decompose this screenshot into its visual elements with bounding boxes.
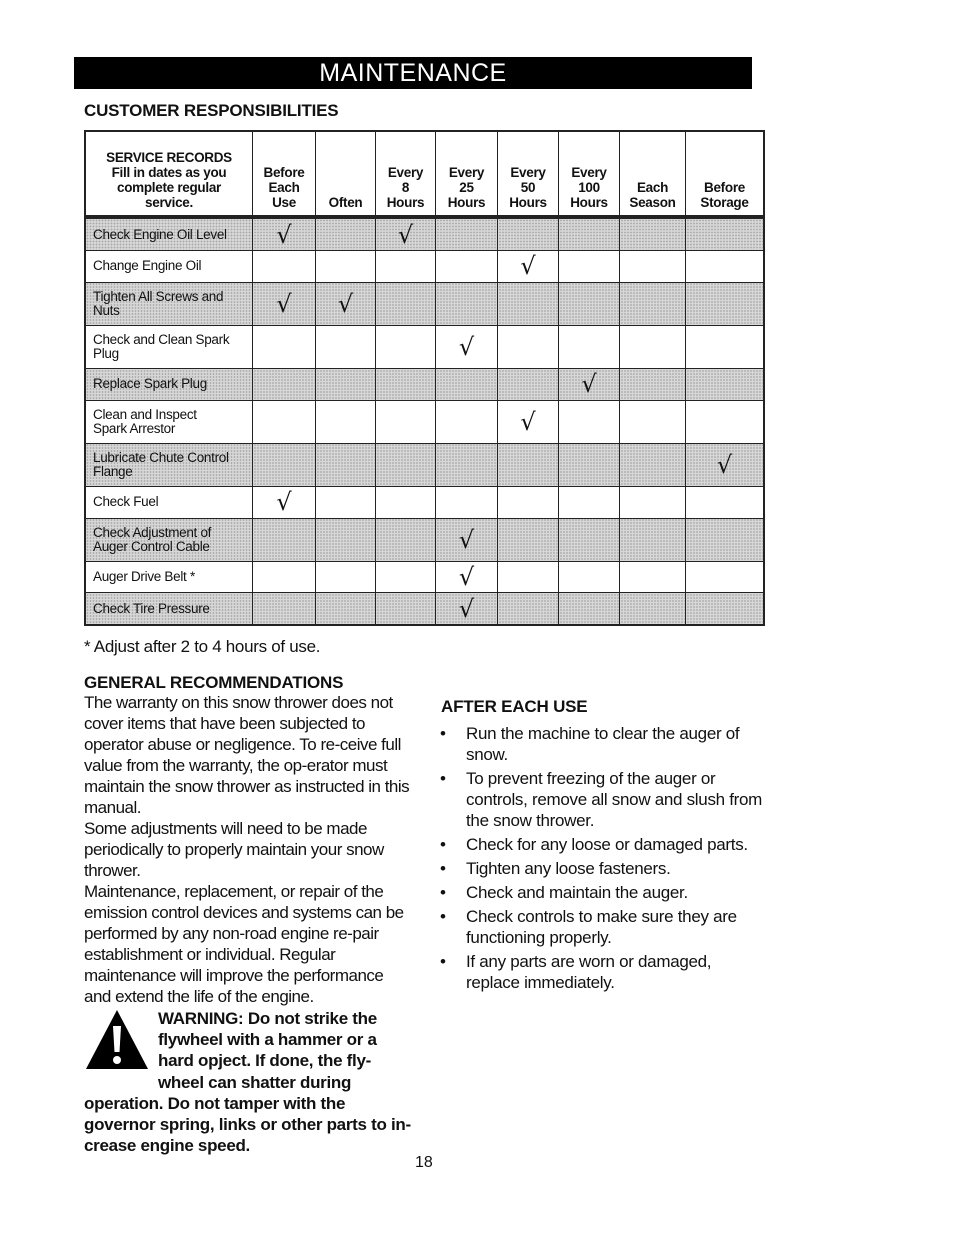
empty-cell bbox=[376, 282, 436, 325]
empty-cell bbox=[686, 518, 765, 561]
empty-cell bbox=[253, 400, 316, 443]
empty-cell bbox=[559, 251, 620, 282]
task-cell bbox=[85, 518, 253, 561]
column-header bbox=[376, 131, 436, 217]
table-row bbox=[85, 282, 764, 325]
empty-cell bbox=[436, 487, 498, 518]
empty-cell bbox=[498, 487, 559, 518]
empty-cell bbox=[498, 593, 559, 625]
service-records-title: SERVICE RECORDS bbox=[106, 150, 232, 165]
column-header-line: 100 bbox=[578, 180, 600, 195]
empty-cell bbox=[559, 593, 620, 625]
list-item-text: Check for any loose or damaged parts. bbox=[466, 835, 748, 854]
empty-cell bbox=[686, 325, 765, 368]
maintenance-schedule-table bbox=[84, 130, 765, 626]
empty-cell bbox=[316, 443, 376, 486]
empty-cell bbox=[436, 400, 498, 443]
list-item-text: Check and maintain the auger. bbox=[466, 883, 688, 902]
bullet-icon: • bbox=[440, 859, 446, 878]
service-records-line: service. bbox=[145, 195, 193, 210]
empty-cell bbox=[436, 217, 498, 251]
column-header-line: Every bbox=[387, 165, 424, 180]
empty-cell bbox=[620, 518, 686, 561]
bullet-icon: • bbox=[440, 952, 446, 971]
list-item bbox=[437, 723, 767, 765]
task-cell bbox=[85, 593, 253, 625]
empty-cell bbox=[559, 443, 620, 486]
column-header-line: 8 bbox=[401, 180, 410, 195]
empty-cell bbox=[498, 282, 559, 325]
empty-cell bbox=[316, 593, 376, 625]
task-label: Tighten All Screws and bbox=[93, 288, 224, 304]
empty-cell bbox=[559, 561, 620, 592]
column-header-line: Often bbox=[328, 195, 363, 210]
task-cell bbox=[85, 217, 253, 251]
check-mark: √ bbox=[436, 593, 498, 625]
empty-cell bbox=[620, 443, 686, 486]
empty-cell bbox=[559, 487, 620, 518]
column-header-line: Storage bbox=[700, 195, 749, 210]
empty-cell bbox=[620, 561, 686, 592]
column-header-line: Hours bbox=[509, 195, 547, 210]
list-item-text: To prevent freezing of the auger or controls, remove all snow and slush from the snow thrower. bbox=[466, 769, 763, 830]
task-label: Check Adjustment of bbox=[93, 524, 212, 540]
service-records-line: complete regular bbox=[117, 180, 221, 195]
empty-cell bbox=[376, 400, 436, 443]
empty-cell bbox=[436, 251, 498, 282]
column-header bbox=[686, 131, 765, 217]
after-each-use-list bbox=[437, 723, 767, 996]
empty-cell bbox=[498, 561, 559, 592]
task-cell bbox=[85, 487, 253, 518]
task-label: Spark Arrestor bbox=[93, 420, 176, 436]
list-item bbox=[437, 768, 767, 831]
list-item bbox=[437, 951, 767, 993]
table-row bbox=[85, 325, 764, 368]
empty-cell bbox=[316, 369, 376, 400]
empty-cell bbox=[376, 487, 436, 518]
empty-cell bbox=[686, 369, 765, 400]
empty-cell bbox=[686, 561, 765, 592]
task-label: Auger Drive Belt * bbox=[93, 569, 195, 585]
general-paragraph: Maintenance, replacement, or repair of the emission control devices and systems can be performed by any non-road engine re-pair establishment or individual. Regular maintenance will improve the performance and extend the life of the engine. bbox=[84, 882, 404, 1006]
empty-cell bbox=[686, 400, 765, 443]
service-records-header bbox=[85, 131, 253, 217]
bullet-icon: • bbox=[440, 724, 446, 743]
general-paragraph: Some adjustments will need to be made periodically to properly maintain your snow thrower. bbox=[84, 819, 384, 880]
empty-cell bbox=[498, 518, 559, 561]
empty-cell bbox=[559, 282, 620, 325]
check-mark: √ bbox=[436, 325, 498, 368]
empty-cell bbox=[253, 443, 316, 486]
customer-responsibilities-heading: CUSTOMER RESPONSIBILITIES bbox=[84, 101, 339, 120]
check-mark: √ bbox=[436, 518, 498, 561]
empty-cell bbox=[559, 217, 620, 251]
column-header bbox=[498, 131, 559, 217]
bullet-icon: • bbox=[440, 769, 446, 788]
check-mark: √ bbox=[686, 443, 765, 486]
check-mark: √ bbox=[436, 561, 498, 592]
task-cell bbox=[85, 251, 253, 282]
table-row bbox=[85, 487, 764, 518]
empty-cell bbox=[376, 518, 436, 561]
table-row bbox=[85, 217, 764, 251]
empty-cell bbox=[253, 518, 316, 561]
check-mark: √ bbox=[253, 217, 316, 251]
table-row bbox=[85, 369, 764, 400]
empty-cell bbox=[686, 251, 765, 282]
general-recommendations-text bbox=[84, 692, 414, 1007]
column-header-line: Use bbox=[272, 195, 296, 210]
empty-cell bbox=[686, 593, 765, 625]
column-header-line: Before bbox=[263, 165, 305, 180]
empty-cell bbox=[253, 251, 316, 282]
column-header-line: 25 bbox=[459, 180, 474, 195]
empty-cell bbox=[620, 593, 686, 625]
empty-cell bbox=[559, 325, 620, 368]
check-mark: √ bbox=[498, 251, 559, 282]
column-header-line: 50 bbox=[520, 180, 536, 195]
column-header-line: Hours bbox=[386, 195, 425, 210]
table-row bbox=[85, 443, 764, 486]
task-label: Change Engine Oil bbox=[93, 258, 202, 274]
task-label: Check and Clean Spark bbox=[93, 331, 230, 347]
list-item bbox=[437, 906, 767, 948]
list-item-text: Check controls to make sure they are functioning properly. bbox=[466, 907, 737, 947]
task-label: Check Tire Pressure bbox=[93, 600, 210, 616]
check-mark: √ bbox=[376, 217, 436, 251]
empty-cell bbox=[316, 325, 376, 368]
empty-cell bbox=[559, 518, 620, 561]
column-header-line: Each bbox=[268, 180, 300, 195]
empty-cell bbox=[498, 325, 559, 368]
column-header-line: Before bbox=[704, 180, 745, 195]
empty-cell bbox=[376, 593, 436, 625]
list-item bbox=[437, 834, 767, 855]
column-header-line: Every bbox=[571, 165, 607, 180]
empty-cell bbox=[498, 369, 559, 400]
empty-cell bbox=[376, 369, 436, 400]
table-row bbox=[85, 593, 764, 625]
warning-block bbox=[84, 1008, 414, 1156]
check-mark: √ bbox=[498, 400, 559, 443]
task-cell bbox=[85, 561, 253, 592]
empty-cell bbox=[620, 400, 686, 443]
check-mark: √ bbox=[316, 282, 376, 325]
table-row bbox=[85, 251, 764, 282]
list-item bbox=[437, 882, 767, 903]
bullet-icon: • bbox=[440, 907, 446, 926]
page-number: 18 bbox=[415, 1154, 433, 1171]
empty-cell bbox=[686, 487, 765, 518]
empty-cell bbox=[316, 251, 376, 282]
empty-cell bbox=[376, 251, 436, 282]
task-cell bbox=[85, 443, 253, 486]
check-mark: √ bbox=[253, 282, 316, 325]
list-item bbox=[437, 858, 767, 879]
column-header-line: Hours bbox=[570, 195, 608, 210]
table-row bbox=[85, 518, 764, 561]
empty-cell bbox=[498, 217, 559, 251]
empty-cell bbox=[316, 217, 376, 251]
column-header bbox=[253, 131, 316, 217]
empty-cell bbox=[376, 443, 436, 486]
empty-cell bbox=[436, 443, 498, 486]
empty-cell bbox=[316, 487, 376, 518]
maintenance-banner: MAINTENANCE bbox=[74, 57, 752, 89]
empty-cell bbox=[436, 369, 498, 400]
task-label: Auger Control Cable bbox=[93, 538, 210, 554]
empty-cell bbox=[559, 400, 620, 443]
column-header-line: Season bbox=[629, 195, 676, 210]
task-cell bbox=[85, 282, 253, 325]
check-mark: √ bbox=[253, 487, 316, 518]
table-row bbox=[85, 400, 764, 443]
table-footnote: * Adjust after 2 to 4 hours of use. bbox=[84, 637, 321, 656]
empty-cell bbox=[620, 251, 686, 282]
task-label: Check Engine Oil Level bbox=[93, 226, 227, 242]
empty-cell bbox=[620, 325, 686, 368]
warning-text: WARNING: Do not strike the flywheel with a hammer or a hard opject. If done, the fly-wheel can shatter during operation. Do not tamper with the governor spring, links or other parts to in-crease engine speed. bbox=[84, 1009, 411, 1156]
empty-cell bbox=[253, 593, 316, 625]
bullet-icon: • bbox=[440, 835, 446, 854]
task-cell bbox=[85, 400, 253, 443]
empty-cell bbox=[620, 487, 686, 518]
task-cell bbox=[85, 325, 253, 368]
empty-cell bbox=[316, 561, 376, 592]
empty-cell bbox=[316, 518, 376, 561]
empty-cell bbox=[376, 325, 436, 368]
service-records-line: Fill in dates as you bbox=[111, 165, 227, 180]
warning-triangle-icon bbox=[84, 1008, 154, 1072]
empty-cell bbox=[686, 282, 765, 325]
list-item-text: Run the machine to clear the auger of snow. bbox=[466, 724, 740, 764]
list-item-text: If any parts are worn or damaged, replace immediately. bbox=[466, 952, 712, 992]
empty-cell bbox=[620, 217, 686, 251]
column-header bbox=[316, 131, 376, 217]
table-header-row bbox=[85, 131, 764, 217]
empty-cell bbox=[253, 561, 316, 592]
column-header bbox=[436, 131, 498, 217]
general-recommendations-heading: GENERAL RECOMMENDATIONS bbox=[84, 673, 344, 692]
empty-cell bbox=[253, 369, 316, 400]
empty-cell bbox=[620, 369, 686, 400]
empty-cell bbox=[686, 217, 765, 251]
task-label: Nuts bbox=[93, 302, 120, 318]
empty-cell bbox=[376, 561, 436, 592]
empty-cell bbox=[436, 282, 498, 325]
list-item-text: Tighten any loose fasteners. bbox=[466, 859, 671, 878]
column-header-line: Every bbox=[448, 165, 485, 180]
task-label: Check Fuel bbox=[93, 494, 159, 510]
task-label: Lubricate Chute Control bbox=[93, 450, 229, 466]
task-label: Plug bbox=[93, 345, 119, 361]
after-each-use-heading: AFTER EACH USE bbox=[441, 697, 588, 716]
empty-cell bbox=[620, 282, 686, 325]
general-paragraph: The warranty on this snow thrower does not cover items that have been subjected to operator abuse or negligence. To re-ceive full value from the warranty, the op-erator must maintain the snow thrower as instructed in this manual. bbox=[84, 693, 410, 817]
task-cell bbox=[85, 369, 253, 400]
task-label: Replace Spark Plug bbox=[93, 376, 207, 392]
column-header bbox=[559, 131, 620, 217]
task-label: Flange bbox=[93, 464, 133, 480]
empty-cell bbox=[253, 325, 316, 368]
column-header-line: Every bbox=[510, 165, 546, 180]
empty-cell bbox=[316, 400, 376, 443]
bullet-icon: • bbox=[440, 883, 446, 902]
table-row bbox=[85, 561, 764, 592]
task-label: Clean and Inspect bbox=[93, 406, 197, 422]
check-mark: √ bbox=[559, 369, 620, 400]
column-header-line: Each bbox=[636, 180, 669, 195]
column-header bbox=[620, 131, 686, 217]
column-header-line: Hours bbox=[447, 195, 486, 210]
empty-cell bbox=[498, 443, 559, 486]
